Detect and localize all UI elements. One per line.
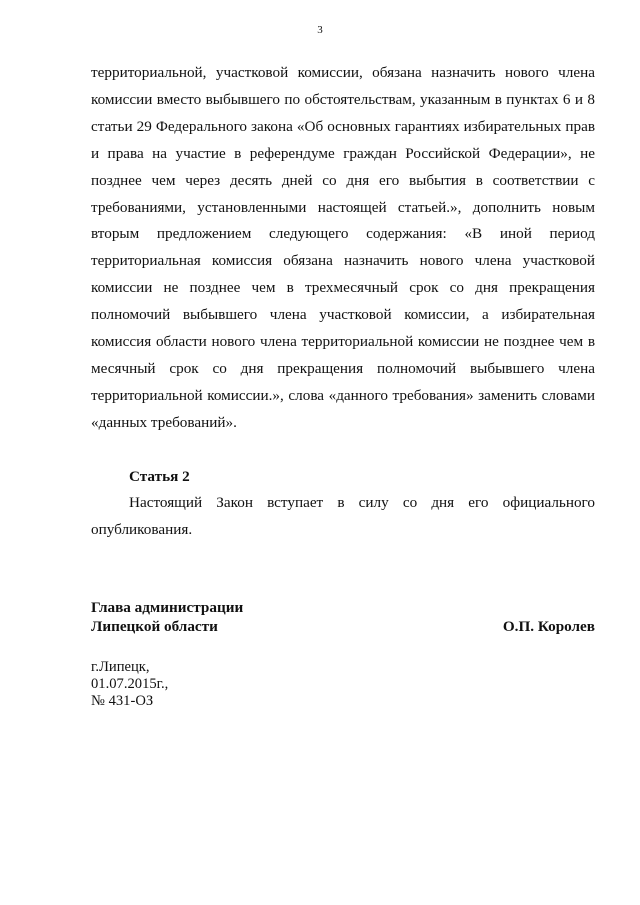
- article-title: Статья 2: [129, 468, 190, 485]
- article-text: Настоящий Закон вступает в силу со дня его официального опубликования.: [91, 494, 595, 538]
- signature-block: [91, 598, 595, 636]
- page-number: 3: [317, 24, 323, 36]
- body-paragraph: территориальной, участковой комиссии, обязана назначить нового члена комиссии вместо выбывшего по обстоятельствам, указанным в пунктах 6 и 8 статьи 29 Федерального закона «Об основных гарантиях избирательных прав и права на участие в референдуме граждан Российской Федерации», не позднее чем через десять дней со дня его выбытия в соответствии с требованиями, установленными настоящей статьей.», дополнить новым вторым предложением следующего содержания: «В иной период территориальная комиссия обязана назначить нового члена участковой комиссии не позднее чем в трехмесячный срок со дня прекращения полномочий выбывшего члена участковой комиссии, а избирательная комиссия области нового члена территориальной комиссии не позднее чем в месячный срок со дня прекращения полномочий выбывшего члена территориальной комиссии.», слова «данного требования» заменить словами «данных требований».: [91, 64, 595, 431]
- signer-name: О.П. Королев: [502, 618, 595, 635]
- signature-title-line1: Глава администрации: [91, 599, 244, 616]
- document-number: № 431-ОЗ: [91, 693, 154, 709]
- document-date: 01.07.2015г.,: [91, 676, 169, 692]
- signature-title-line2: Липецкой области: [91, 618, 218, 635]
- city: г.Липецк,: [91, 659, 150, 675]
- place-date-block: [91, 659, 168, 710]
